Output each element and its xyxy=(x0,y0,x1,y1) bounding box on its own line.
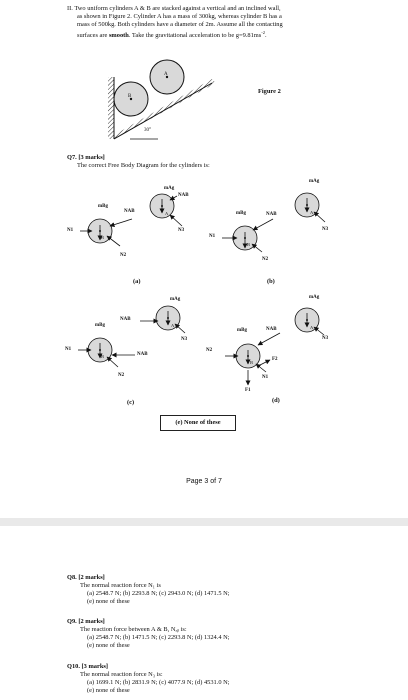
fbd-c-mbg: mBg xyxy=(95,323,105,328)
problem-line-4: surfaces are smooth. Take the gravitational acceleration to be $g=9.81ms^{-2}$. xyxy=(77,30,267,40)
q10-option-e: (e) none of these xyxy=(87,687,130,693)
fbd-c-mag: mAg xyxy=(170,297,181,302)
fbd-a-nab-top: NAB xyxy=(178,193,189,198)
problem-line-3: mass of 500kg. Both cylinders have a diameter of 2m. Assume all the contacting xyxy=(77,21,283,28)
fbd-b-n1: N1 xyxy=(209,234,216,239)
fbd-c-nab: NAB xyxy=(137,352,148,357)
fbd-label-c: (c) xyxy=(127,399,135,406)
fbd-a-nab: NAB xyxy=(124,209,135,214)
fbd-d-f1: F1 xyxy=(245,388,251,393)
fbd-c-label-a: A xyxy=(171,323,175,328)
q9-prompt: The reaction force between A & B, Nₐᵦ is: xyxy=(80,626,187,633)
cylinder-a-label: A xyxy=(164,72,168,77)
fbd-d-mbg: mBg xyxy=(237,328,247,333)
fbd-label-b: (b) xyxy=(267,278,275,285)
page-number: Page 3 of 7 xyxy=(186,478,222,485)
q8-title: Q8. [2 marks] xyxy=(67,574,105,581)
figure-2-diagram xyxy=(100,55,230,145)
q10-prompt: The normal reaction force N₃ is: xyxy=(80,671,163,678)
q10-title: Q10. [3 marks] xyxy=(67,663,109,670)
q9-options: (a) 2548.7 N; (b) 1471.5 N; (c) 2293.8 N; (d) 1324.4 N; xyxy=(87,634,230,641)
fbd-d-nab: NAB xyxy=(266,327,277,332)
fbd-a-label-b: B xyxy=(101,235,105,240)
q7-prompt: The correct Free Body Diagram for the cylinders is: xyxy=(77,162,210,169)
fbd-d-mag: mAg xyxy=(309,295,320,300)
q8-options: (a) 2548.7 N; (b) 2293.8 N; (c) 2943.0 N; (d) 1471.5 N; xyxy=(87,590,230,597)
figure-caption: Figure 2 xyxy=(258,88,281,95)
fbd-c-n2: N2 xyxy=(118,373,125,378)
fbd-b-n2: N2 xyxy=(262,257,269,262)
fbd-d-n2: N2 xyxy=(206,348,213,353)
fbd-c-label-b: B xyxy=(101,354,105,359)
fbd-a-mbg: mBg xyxy=(98,204,108,209)
fbd-d-label-a: A xyxy=(310,325,314,330)
fbd-b-mag: mAg xyxy=(309,179,320,184)
fbd-d-label-b: B xyxy=(250,360,254,365)
fbd-b-n3: N3 xyxy=(322,227,329,232)
q8-option-e: (e) none of these xyxy=(87,598,130,605)
q8-prompt: The normal reaction force N₁ is xyxy=(80,582,161,589)
fbd-a-mag: mAg xyxy=(164,186,175,191)
fbd-a-label-a: A xyxy=(165,211,169,216)
q7-title: Q7. [3 marks] xyxy=(67,154,105,161)
fbd-c-n3: N3 xyxy=(181,337,188,342)
q10-options: (a) 1699.1 N; (b) 2831.9 N; (c) 4077.9 N; (d) 4531.0 N; xyxy=(87,679,230,686)
fbd-d-n1: N1 xyxy=(262,375,269,380)
fbd-b-label-a: A xyxy=(310,210,314,215)
q7-option-e: (e) None of these xyxy=(160,415,236,431)
fbd-b-label-b: B xyxy=(247,242,251,247)
fbd-d-f2: F2 xyxy=(272,357,278,362)
fbd-d-n3: N3 xyxy=(322,336,329,341)
fbd-c-nab-top: NAB xyxy=(120,317,131,322)
document-page-4 xyxy=(0,526,408,700)
fbd-a-n2: N2 xyxy=(120,253,127,258)
fbd-c-n1: N1 xyxy=(65,347,72,352)
q9-option-e: (e) none of these xyxy=(87,642,130,649)
problem-line-1: II. Two uniform cylinders A & B are stacked against a vertical and an inclined wall, xyxy=(67,5,281,12)
fbd-diagrams xyxy=(0,170,408,415)
fbd-b-nab: NAB xyxy=(266,212,277,217)
cylinder-b-label: B xyxy=(128,94,132,99)
angle-label: 30° xyxy=(144,128,151,133)
problem-line-2: as shown in Figure 2. Cylinder A has a mass of 300kg, whereas cylinder B has a xyxy=(77,13,282,20)
q9-title: Q9. [2 marks] xyxy=(67,618,105,625)
fbd-label-a: (a) xyxy=(133,278,141,285)
fbd-label-d: (d) xyxy=(272,397,280,404)
fbd-b-mbg: mBg xyxy=(236,211,246,216)
fbd-a-n1: N1 xyxy=(67,228,74,233)
fbd-a-n3: N3 xyxy=(178,228,185,233)
